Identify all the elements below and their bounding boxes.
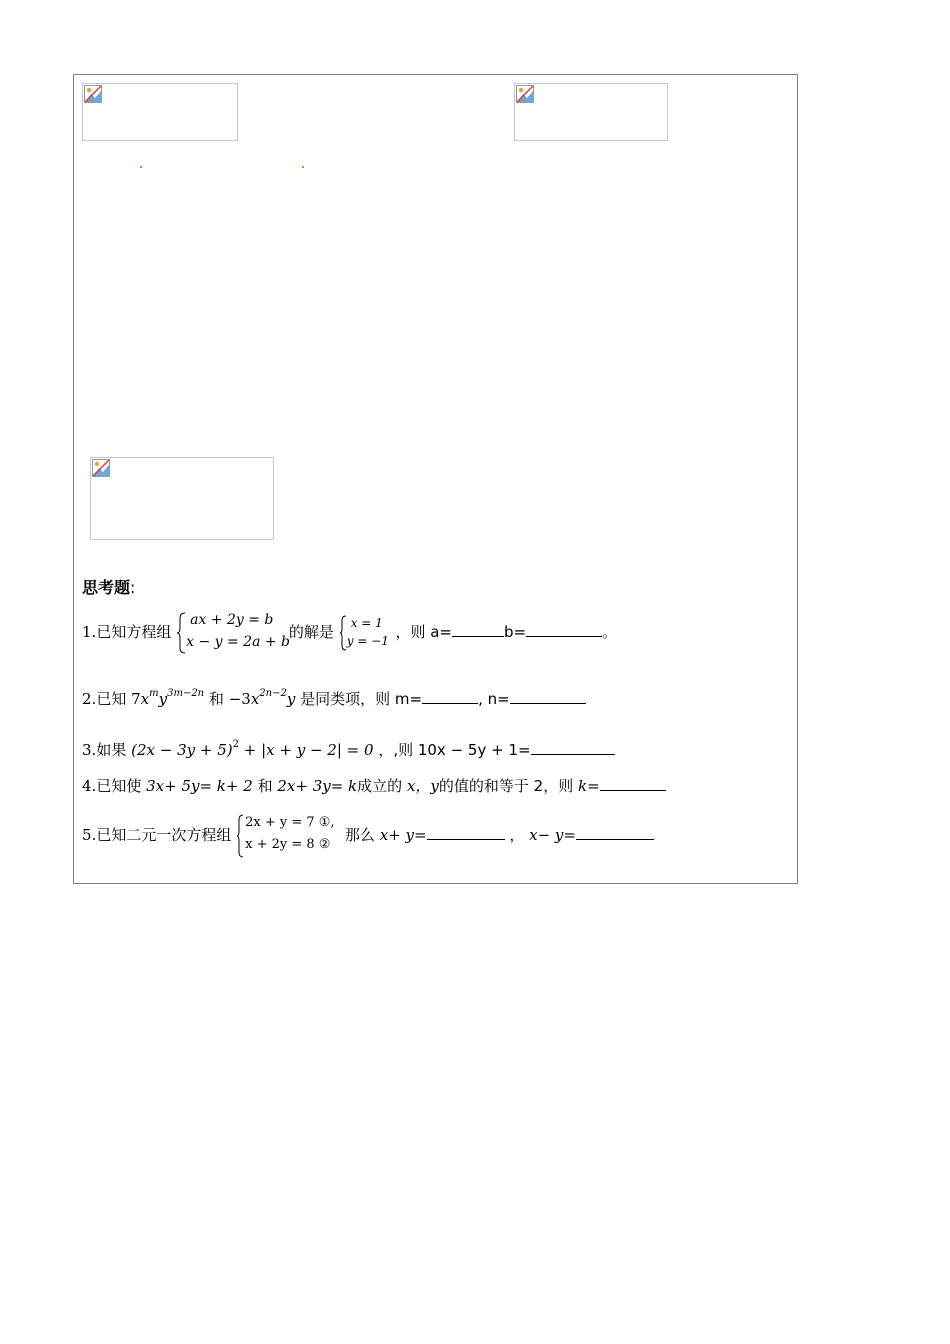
solution-system: x = 1 y = −1	[339, 615, 391, 651]
left-brace-icon	[176, 612, 186, 654]
broken-image-icon	[92, 459, 110, 477]
decorative-dot	[140, 166, 142, 168]
image-placeholder-top-left	[82, 83, 238, 141]
answer-blank-diff[interactable]	[576, 825, 654, 840]
question-2: 2.已知 $7x^my^{3m-2n}$ 和 $-3x^{2n-2}y$ 是同类项，则 m= , n=	[82, 688, 586, 709]
equation-system: ax + 2y = b x − y = 2a + b	[176, 612, 284, 654]
equation-system: 2x + y = 7 ①, x + 2y = 8 ②	[236, 814, 340, 858]
image-placeholder-middle	[90, 457, 274, 540]
left-brace-icon	[236, 814, 244, 858]
decorative-dot	[302, 166, 304, 168]
question-3: 3.如果 $(2x - 3y + 5)^2 + |x + y - 2| = 0$ ，,则 10x − 5y + 1=	[82, 739, 615, 760]
broken-image-icon	[516, 85, 534, 103]
answer-blank-k[interactable]	[600, 776, 666, 791]
image-placeholder-top-right	[514, 83, 668, 141]
answer-blank-a[interactable]	[452, 622, 504, 637]
broken-image-icon	[84, 85, 102, 103]
answer-blank-b[interactable]	[526, 622, 602, 637]
question-4: 4.已知使 3x+ 5y= k+ 2 和 2x+ 3y= k成立的 x，y的值的和等于 2，则 k=	[82, 775, 666, 796]
answer-blank-m[interactable]	[422, 689, 478, 704]
answer-blank-sum[interactable]	[427, 825, 505, 840]
left-brace-icon	[339, 615, 347, 651]
answer-blank-n[interactable]	[510, 689, 586, 704]
question-5: 5.已知二元一次方程组 2x + y = 7 ①, x + 2y = 8 ② 那么 x+ y= ， x− y=	[82, 814, 654, 858]
question-1: 1.已知方程组 ax + 2y = b x − y = 2a + b 的解是 x = 1 y = −1 ，则 a= b= 。	[82, 612, 617, 654]
answer-blank-3[interactable]	[531, 740, 615, 755]
section-heading: 思考题:	[82, 578, 136, 597]
